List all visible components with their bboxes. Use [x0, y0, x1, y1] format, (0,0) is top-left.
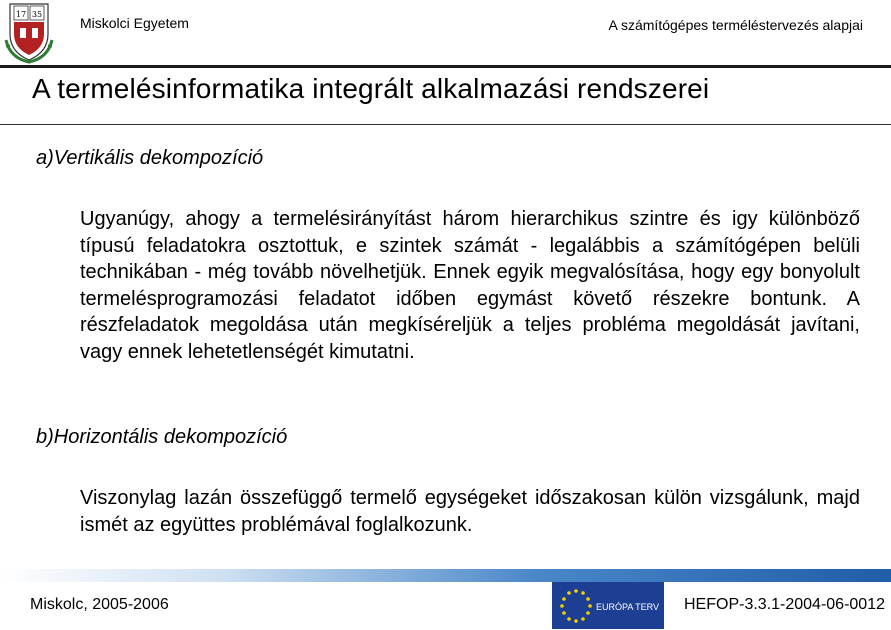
section-heading-vertical: a)Vertikális dekompozíció: [36, 147, 264, 169]
footer-location-year: Miskolc, 2005-2006: [30, 596, 169, 613]
footer-project-code: HEFOP-3.3.1-2004-06-0012: [684, 596, 885, 613]
title-divider: [0, 124, 891, 125]
university-crest-logo: [4, 0, 54, 64]
eu-label: EURÓPA TERV: [596, 602, 660, 612]
slide-title: A termelésinformatika integrált alkalmazási rendszerei: [32, 73, 710, 104]
section-text-vertical: Ugyanúgy, ahogy a termelésirányítást három hierarchikus szintre és igy különböző típusú feladatokra osztottuk, e szintek számát - legalábbis a számítógépen belüli technikában - még tovább növelhetjük. Ennek egyik megvalósítása, hogy egy bonyolult termelésprogramozási feladatot időben egymást követő részekre bontunk. A részfeladatok megoldása után megkíséreljük a teljes probléma megoldását javítani, vagy ennek lehetetlenségét kimutatni.: [80, 208, 860, 363]
header-institution: Miskolci Egyetem: [80, 15, 189, 31]
header-course-title: A számítógépes terméléstervezés alapjai: [608, 17, 863, 33]
footer-gradient-bar: [0, 569, 891, 582]
header-divider: [0, 65, 891, 68]
eu-flag-logo: [552, 582, 664, 629]
logo-year-right: 35: [31, 10, 43, 19]
section-text-horizontal: Viszonylag lazán összefüggő termelő egységeket időszakosan külön vizsgálunk, majd ismét az együttes problémával foglalkozunk.: [80, 487, 860, 536]
logo-year-left: 17: [15, 10, 27, 19]
section-heading-horizontal: b)Horizontális dekompozíció: [36, 426, 288, 448]
